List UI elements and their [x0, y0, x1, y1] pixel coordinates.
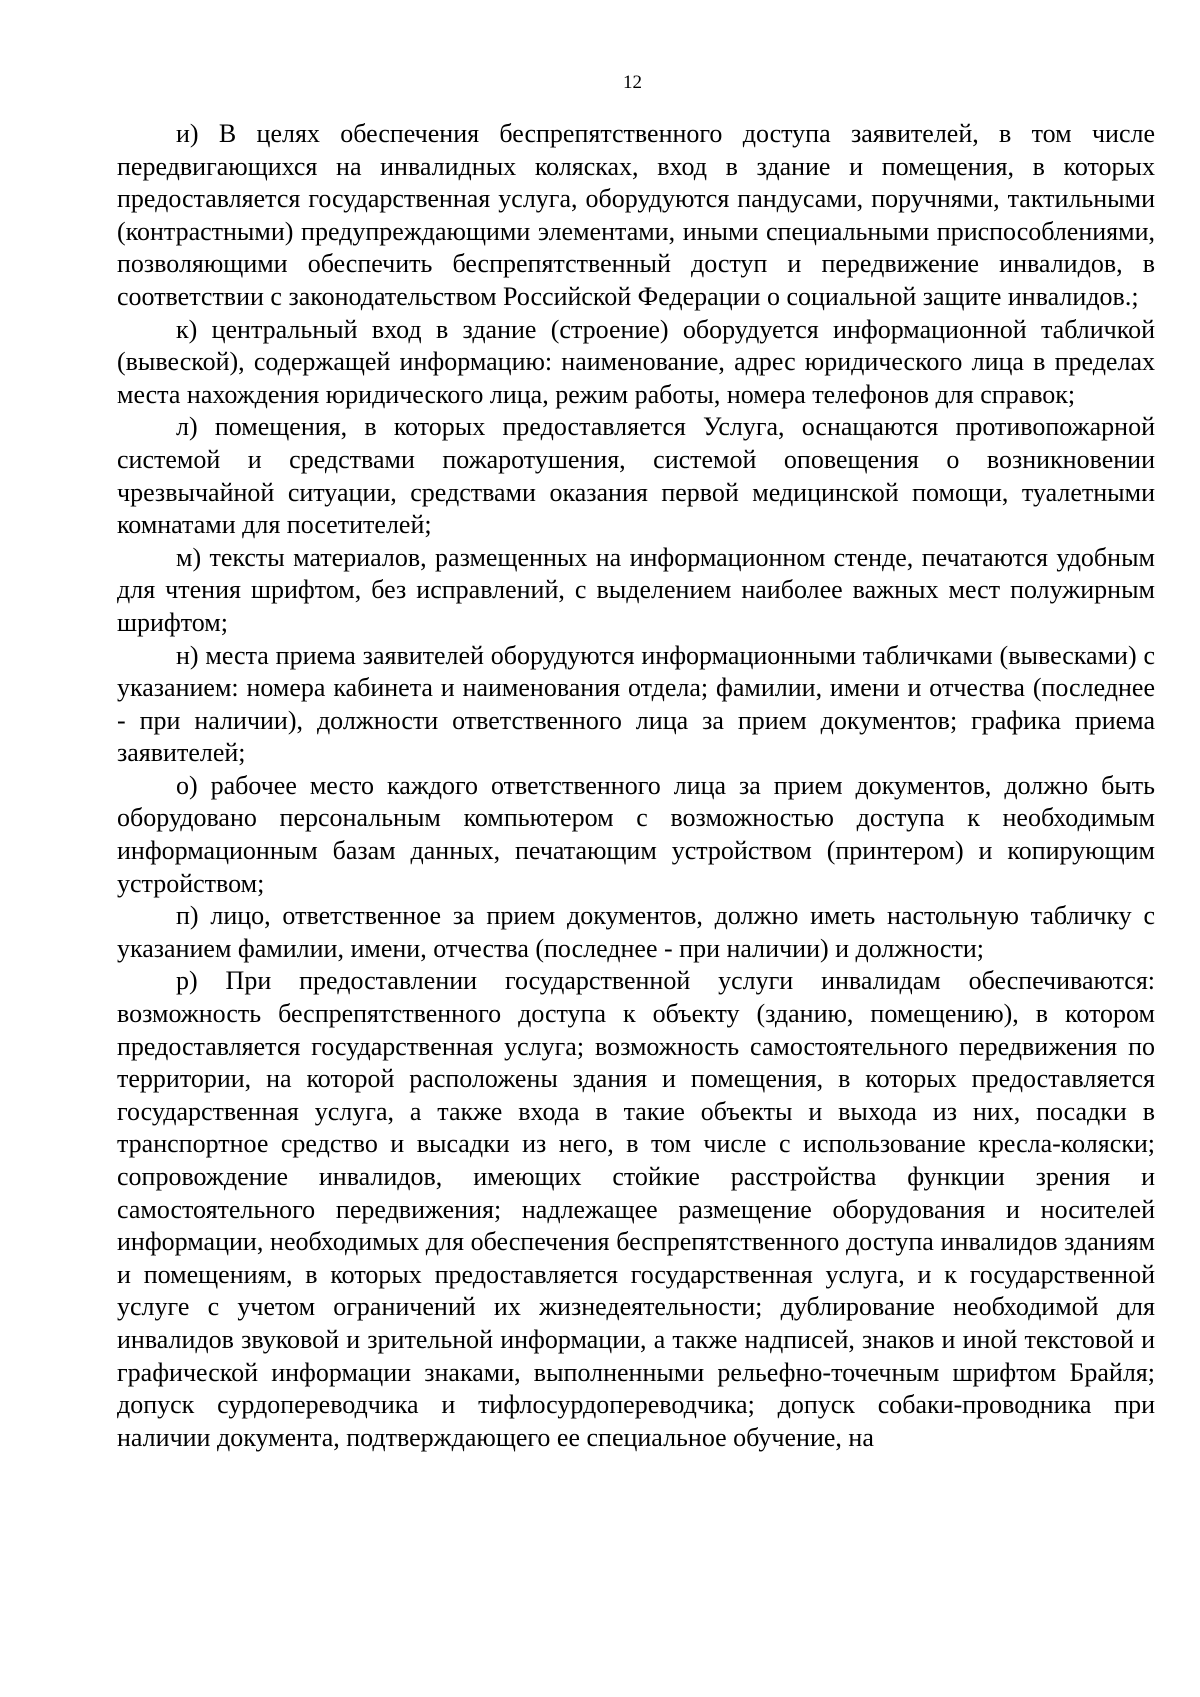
document-body	[117, 118, 1155, 1454]
paragraph-item-p: п) лицо, ответственное за прием документов, должно иметь настольную табличку с указанием фамилии, имени, отчества (последнее - при наличии) и должности;	[117, 901, 1155, 963]
paragraph-item-o: о) рабочее место каждого ответственного лица за прием документов, должно быть оборудовано персональным компьютером с возможностью доступа к необходимым информационным базам данных, печатающим устройством (принтером) и копирующим устройством;	[117, 770, 1155, 898]
paragraph-item-k: к) центральный вход в здание (строение) оборудуется информационной табличкой (вывеской), содержащей информацию: наименование, адрес юридического лица в пределах места нахождения юридического лица, режим работы, номера телефонов для справок;	[117, 314, 1155, 409]
paragraph-item-m: м) тексты материалов, размещенных на информационном стенде, печатаются удобным для чтения шрифтом, без исправлений, с выделением наиболее важных мест полужирным шрифтом;	[117, 542, 1155, 637]
paragraph-item-l: л) помещения, в которых предоставляется Услуга, оснащаются противопожарной системой и средствами пожаротушения, системой оповещения о возникновении чрезвычайной ситуации, средствами оказания первой медицинской помощи, туалетными комнатами для посетителей;	[117, 412, 1155, 540]
paragraph-item-i: и) В целях обеспечения беспрепятственного доступа заявителей, в том числе передвигающихся на инвалидных колясках, вход в здание и помещения, в которых предоставляется государственная услуга, оборудуются пандусами, поручнями, тактильными (контрастными) предупреждающими элементами, иными специальными приспособлениями, позволяющими обеспечить беспрепятственный доступ и передвижение инвалидов, в соответствии с законодательством Российской Федерации о социальной защите инвалидов.;	[117, 119, 1155, 311]
paragraph-item-r: р) При предоставлении государственной услуги инвалидам обеспечиваются: возможность беспрепятственного доступа к объекту (зданию, помещению), в котором предоставляется государственная услуга; возможность самостоятельного передвижения по территории, на которой расположены здания и помещения, в которых предоставляется государственная услуга, а также входа в такие объекты и выхода из них, посадки в транспортное средство и высадки из него, в том числе с использование кресла-коляски; сопровождение инвалидов, имеющих стойкие расстройства функции зрения и самостоятельного передвижения; надлежащее размещение оборудования и носителей информации, необходимых для обеспечения беспрепятственного доступа инвалидов зданиям и помещениям, в которых предоставляется государственная услуга, и к государственной услуге с учетом ограничений их жизнедеятельности; дублирование необходимой для инвалидов звуковой и зрительной информации, а также надписей, знаков и иной текстовой и графической информации знаками, выполненными рельефно-точечным шрифтом Брайля; допуск сурдопереводчика и тифлосурдопереводчика; допуск собаки-проводника при наличии документа, подтверждающего ее специальное обучение, на	[117, 966, 1155, 1452]
page-number: 12	[623, 72, 642, 93]
paragraph-item-n: н) места приема заявителей оборудуются информационными табличками (вывесками) с указанием: номера кабинета и наименования отдела; фамилии, имени и отчества (последнее - при наличии), должности ответственного лица за прием документов; графика приема заявителей;	[117, 640, 1155, 768]
